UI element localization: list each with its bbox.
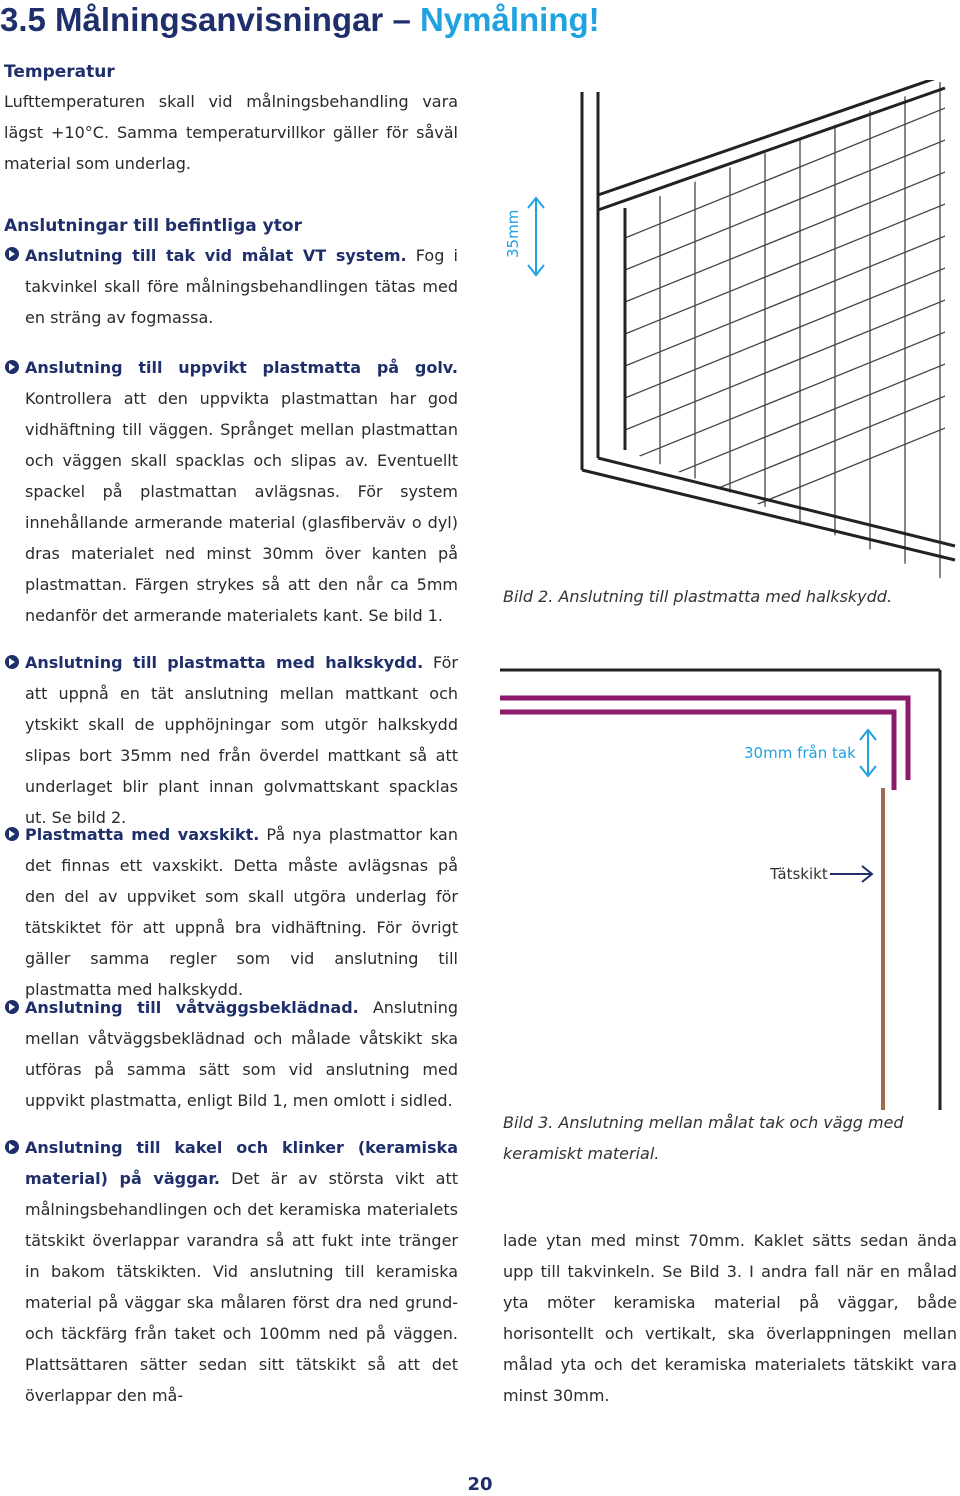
- item-halkskydd-lead: Anslutning till plastmatta med halkskydd.: [25, 653, 424, 672]
- item-tak-vt-text: Fog i takvinkel skall före målningsbehandlingen tätas med en sträng av fogmassa.: [25, 246, 459, 327]
- bild2-35mm-label: 35mm: [504, 209, 522, 258]
- item-halkskydd: [25, 647, 458, 833]
- bild3-tatskikt-label: Tätskikt: [770, 865, 828, 883]
- page-title-main: 3.5 Målningsanvisningar –: [0, 1, 420, 38]
- page-title: [0, 0, 600, 40]
- item-vaxskikt-text: På nya plastmattor kan det finnas ett vaxskikt. Detta måste avlägsnas på den del av uppviket som skall utgöra underlag för tätskiktet för att uppnå bra vidhäftning. För övrigt gäller samma regler som vid anslutning till plastmatta med halkskydd.: [25, 825, 459, 999]
- item-vaxskikt: [25, 819, 458, 1005]
- item-uppvikt-plastmatta: [25, 352, 458, 631]
- bild2-35mm-arrow: [528, 198, 544, 275]
- right-column-text: lade ytan med minst 70mm. Kaklet sätts sedan ända upp till takvinkeln. Se Bild 3. I andra fall när en målad yta möter keramiska material på väggar, både horisontellt och vertikalt, ska överlappningen mellan målad yta och det keramiska materialets tätskikt vara minst 30mm.: [503, 1231, 957, 1405]
- bild2-caption: Bild 2. Anslutning till plastmatta med halkskydd.: [503, 587, 893, 606]
- page-number: 20: [467, 1474, 493, 1495]
- bild2-wall-outline: [582, 80, 955, 560]
- bullet-arrow-icon: [5, 1140, 19, 1154]
- item-halkskydd-text: För att uppnå en tät anslutning mellan mattkant och ytskikt skall de upphöjningar som utgör halkskydd slipas bort 35mm ned från överdel mattkant så att underlaget blir plant innan golvmattskant spacklas ut. Se bild 2.: [25, 653, 458, 827]
- bild2-figure: [490, 80, 960, 580]
- bild3-30mm-label: 30mm från tak: [744, 744, 856, 762]
- temperatur-heading: Temperatur: [4, 62, 115, 82]
- item-uppvikt-plastmatta-lead: Anslutning till uppvikt plastmatta på golv.: [25, 358, 458, 377]
- page-title-accent: Nymålning!: [419, 1, 600, 38]
- item-tak-vt: [25, 240, 458, 333]
- bild3-tatskikt-arrow: [830, 866, 872, 882]
- item-vatvaggsbekladnad-text: Anslutning mellan våtväggsbeklädnad och målade våtskikt ska utföras på samma sätt som vid anslutning med uppvikt plastmatta, enligt Bild 1, men omlott i sidled.: [25, 998, 458, 1110]
- item-vaxskikt-lead: Plastmatta med vaxskikt.: [25, 825, 260, 844]
- anslutningar-heading: Anslutningar till befintliga ytor: [4, 216, 302, 236]
- bullet-arrow-icon: [5, 827, 19, 841]
- bullet-arrow-icon: [5, 655, 19, 669]
- bullet-arrow-icon: [5, 360, 19, 374]
- item-uppvikt-plastmatta-text: Kontrollera att den uppvikta plastmattan har god vidhäftning till väggen. Språnget mellan plastmattan och väggen skall spacklas och slipas av. Eventuellt spackel på plastmattan avlägsnas. För system innehållande armerande material (glasfiberväv o dyl) dras materialet ned minst 30mm över kanten på plastmattan. Färgen strykes så att den når ca 5mm nedanför det armerande materialets kant. Se bild 1.: [25, 389, 458, 625]
- item-kakel-klinker-lead: Anslutning till kakel och klinker (keramiska material) på väggar.: [25, 1138, 458, 1188]
- temperatur-text: Lufttemperaturen skall vid målningsbehandling vara lägst +10°C. Samma temperaturvillkor gäller för såväl material som underlag.: [4, 92, 458, 173]
- bild3-30mm-arrow: [860, 730, 876, 776]
- bullet-arrow-icon: [5, 1000, 19, 1014]
- item-vatvaggsbekladnad-lead: Anslutning till våtväggsbeklädnad.: [25, 998, 359, 1017]
- bild3-figure: [500, 660, 960, 1110]
- bullet-arrow-icon: [5, 247, 19, 261]
- bild3-caption: Bild 3. Anslutning mellan målat tak och vägg med keramiskt material.: [503, 1113, 904, 1163]
- item-kakel-klinker-text: Det är av största vikt att målningsbehandlingen och det keramiska materialets tätskikt överlappar varandra så att fukt inte tränger in bakom tätskikten. Vid anslutning till keramiska material på väggar ska målaren först dra ned grund- och täckfärg från taket och 100mm ned på väggen. Plattsättaren sätter sedan sitt tätskikt så att det överlappar den må-: [25, 1169, 458, 1405]
- item-kakel-klinker: [25, 1132, 458, 1411]
- item-tak-vt-lead: Anslutning till tak vid målat VT system.: [25, 246, 407, 265]
- item-vatvaggsbekladnad: [25, 992, 458, 1116]
